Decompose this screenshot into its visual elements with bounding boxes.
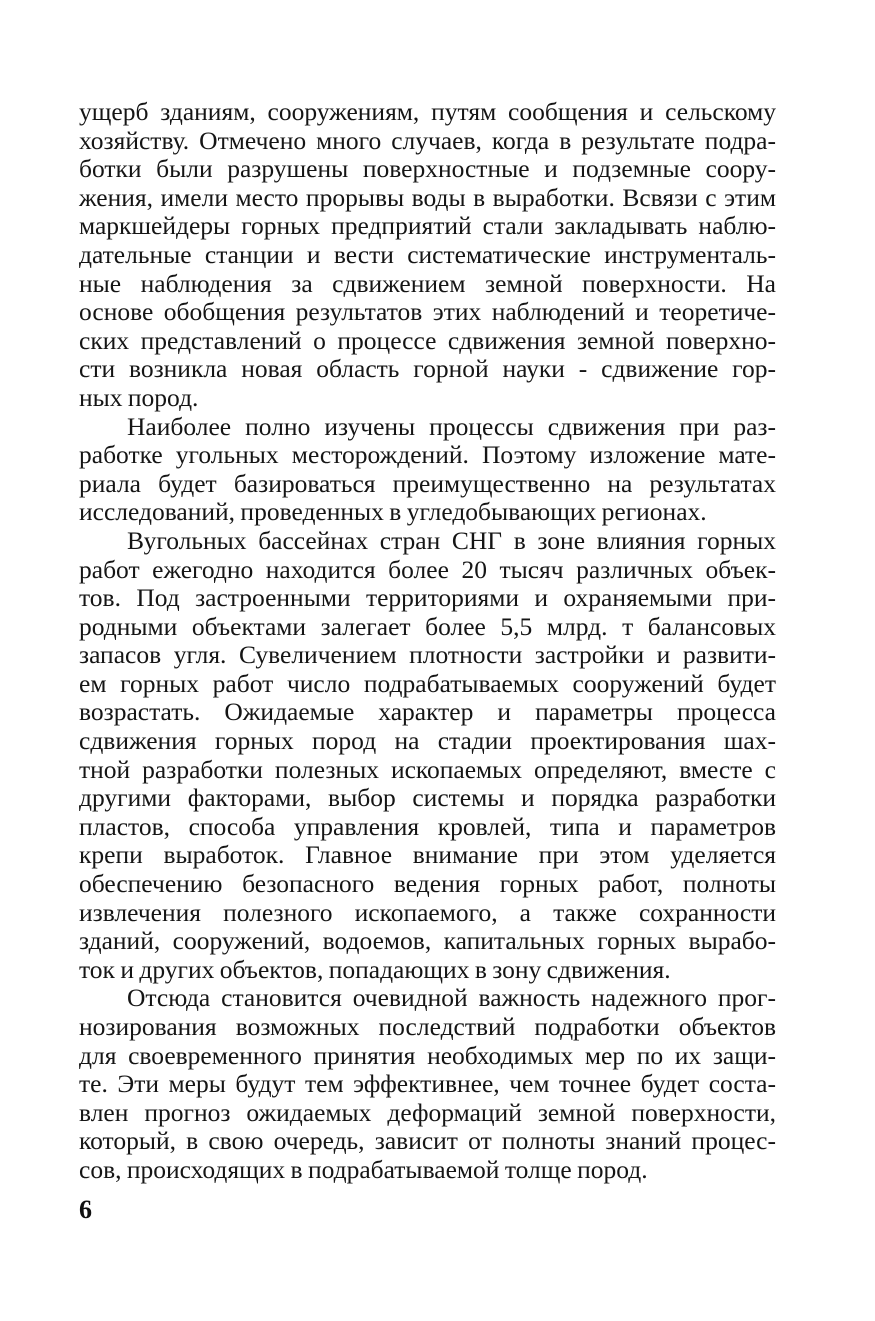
text-line: сдвижения горных пород на стадии проектирования шах- [79, 726, 776, 756]
text-line: Вугольных бассейнах стран СНГ в зоне влияния горных [127, 525, 776, 555]
text-line: работ ежегодно находится более 20 тысяч различных объек- [79, 554, 776, 584]
text-line: ные наблюдения за сдвижением земной поверхности. На [79, 268, 776, 298]
text-line: ных пород. [79, 382, 199, 412]
text-line: влен прогноз ожидаемых деформаций земной поверхности, [79, 1097, 776, 1127]
text-line: сов, происходящих в подрабатываемой толще пород. [79, 1154, 648, 1184]
text-line: другими факторами, выбор системы и порядка разработки [79, 783, 776, 813]
text-line: работке угольных месторождений. Поэтому изложение мате- [79, 440, 776, 470]
text-line: основе обобщения результатов этих наблюдений и теоретиче- [79, 297, 776, 327]
page-number: 6 [79, 1195, 92, 1224]
text-line: который, в свою очередь, зависит от полноты знаний процес- [79, 1126, 776, 1156]
paragraph-2 [79, 413, 776, 527]
text-line: ток и других объектов, попадающих в зону сдвижения. [79, 954, 671, 984]
text-line: жения, имели место прорывы воды в выработки. Всвязи с этим [79, 182, 776, 212]
text-line: тной разработки полезных ископаемых определяют, вместе с [79, 754, 776, 784]
text-line: извлечения полезного ископаемого, а также сохранности [79, 897, 776, 927]
text-line: Наиболее полно изучены процессы сдвижения при раз- [127, 411, 776, 441]
text-line: хозяйству. Отмечено много случаев, когда в результате подра- [79, 125, 776, 155]
text-line: для своевременного принятия необходимых мер по их защи- [79, 1040, 776, 1070]
text-line: ем горных работ число подрабатываемых сооружений будет [79, 668, 776, 698]
text-line: маркшейдеры горных предприятий стали закладывать наблю- [79, 211, 776, 241]
text-line: те. Эти меры будут тем эффективнее, чем точнее будет соста- [79, 1069, 776, 1099]
text-line: крепи выработок. Главное внимание при этом уделяется [79, 840, 776, 870]
text-line: ских представлений о процессе сдвижения земной поверхно- [79, 325, 776, 355]
text-line: дательные станции и вести систематические инструменталь- [79, 239, 776, 269]
text-line: возрастать. Ожидаемые характер и параметры процесса [79, 697, 776, 727]
text-line: обеспечению безопасного ведения горных работ, полноты [79, 869, 776, 899]
text-line: зданий, сооружений, водоемов, капитальных горных вырабо- [79, 926, 776, 956]
text-line: риала будет базироваться преимущественно на результатах [79, 468, 776, 498]
paragraph-1 [79, 98, 776, 413]
text-line: ботки были разрушены поверхностные и подземные соору- [79, 154, 776, 184]
paragraph-4 [79, 984, 776, 1184]
text-line: родными объектами залегает более 5,5 млрд. т балансовых [79, 611, 776, 641]
paragraph-3 [79, 527, 776, 985]
text-line: запасов угля. Сувеличением плотности застройки и развити- [79, 640, 776, 670]
text-line: ущерб зданиям, сооружениям, путям сообщения и сельскому [79, 97, 776, 126]
text-line: исследований, проведенных в угледобывающих регионах. [79, 497, 707, 527]
text-line: тов. Под застроенными территориями и охраняемыми при- [79, 583, 776, 613]
text-line: пластов, способа управления кровлей, типа и параметров [79, 811, 776, 841]
document-page [79, 98, 776, 1185]
text-line: сти возникла новая область горной науки - сдвижение гор- [79, 354, 776, 384]
text-line: Отсюда становится очевидной важность надежного прог- [127, 983, 776, 1013]
text-line: нозирования возможных последствий подработки объектов [79, 1012, 776, 1041]
